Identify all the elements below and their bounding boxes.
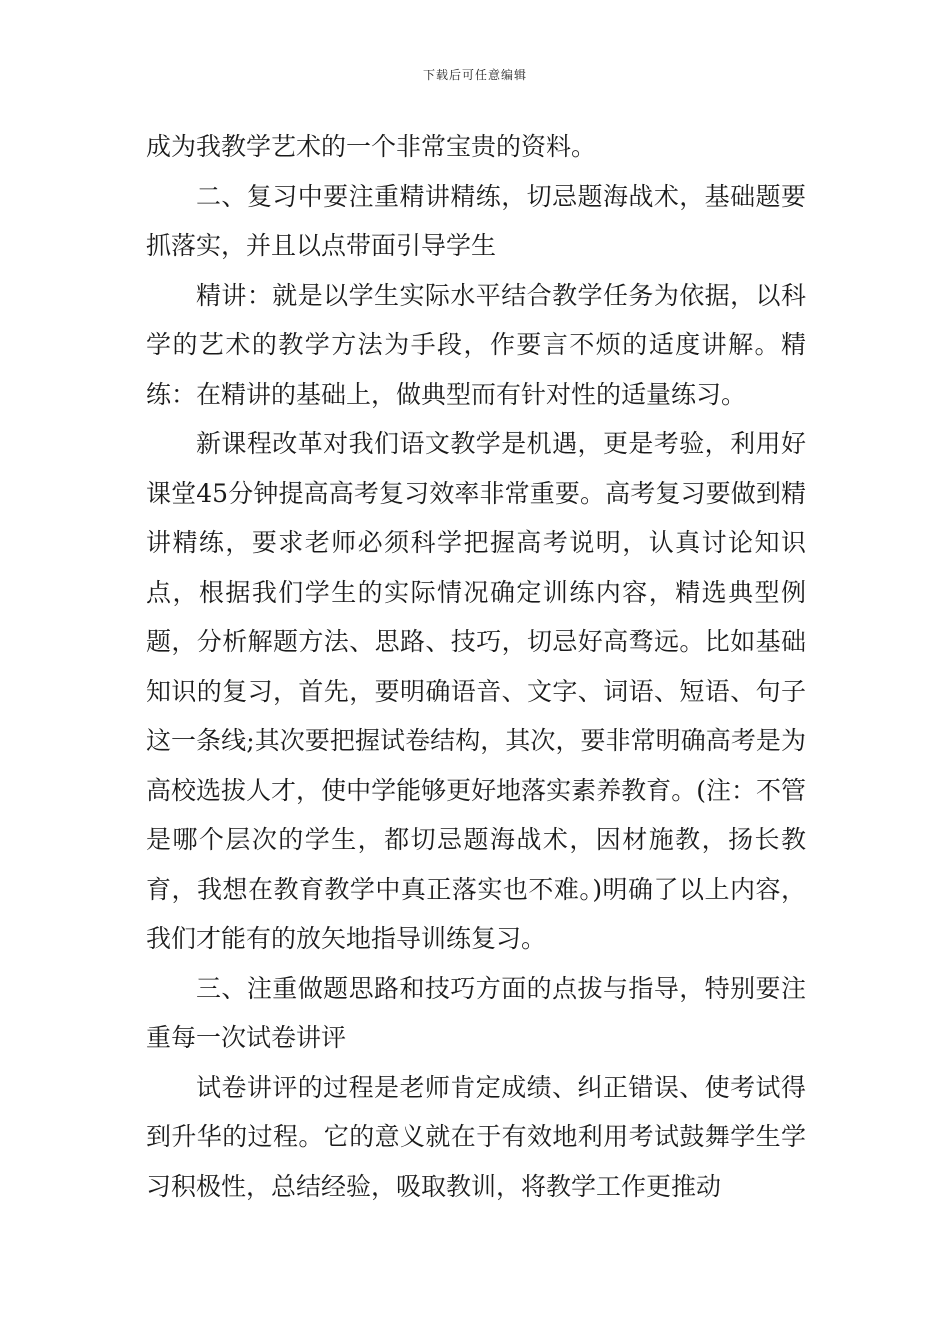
page-header: 下载后可任意编辑 xyxy=(422,68,527,82)
paragraph-continuation: 成为我教学艺术的一个非常宝贵的资料。 xyxy=(146,132,597,161)
paragraph-review: 试卷讲评的过程是老师肯定成绩、纠正错误、使考试得到升华的过程。它的意义就在于有效地利用考试鼓舞学生学习积极性，总结经验，吸取教训，将教学工作更推动 xyxy=(146,1072,806,1201)
document-body xyxy=(146,122,806,1211)
section-heading-3: 三、注重做题思路和技巧方面的点拔与指导，特别要注重每一次试卷讲评 xyxy=(146,973,806,1052)
section-heading-2: 二、复习中要注重精讲精练，切忌题海战术，基础题要抓落实，并且以点带面引导学生 xyxy=(146,181,806,260)
paragraph-main: 新课程改革对我们语文教学是机遇，更是考验，利用好课堂45分钟提高高考复习效率非常重要。高考复习要做到精讲精练，要求老师必须科学把握高考说明，认真讨论知识点，根据我们学生的实际情况确定训练内容，精选典型例题，分析解题方法、思路、技巧，切忌好高骛远。比如基础知识的复习，首先，要明确语音、文字、词语、短语、句子这一条线;其次要把握试卷结构，其次，要非常明确高考是为高校选拔人才，使中学能够更好地落实素养教育。(注：不管是哪个层次的学生，都切忌题海战术，因材施教，扬长教育，我想在教育教学中真正落实也不难。)明确了以上内容，我们才能有的放矢地指导训练复习。 xyxy=(146,429,806,953)
paragraph-definition: 精讲：就是以学生实际水平结合教学任务为依据，以科学的艺术的教学方法为手段，作要言不烦的适度讲解。精练：在精讲的基础上，做典型而有针对性的适量练习。 xyxy=(146,280,806,409)
